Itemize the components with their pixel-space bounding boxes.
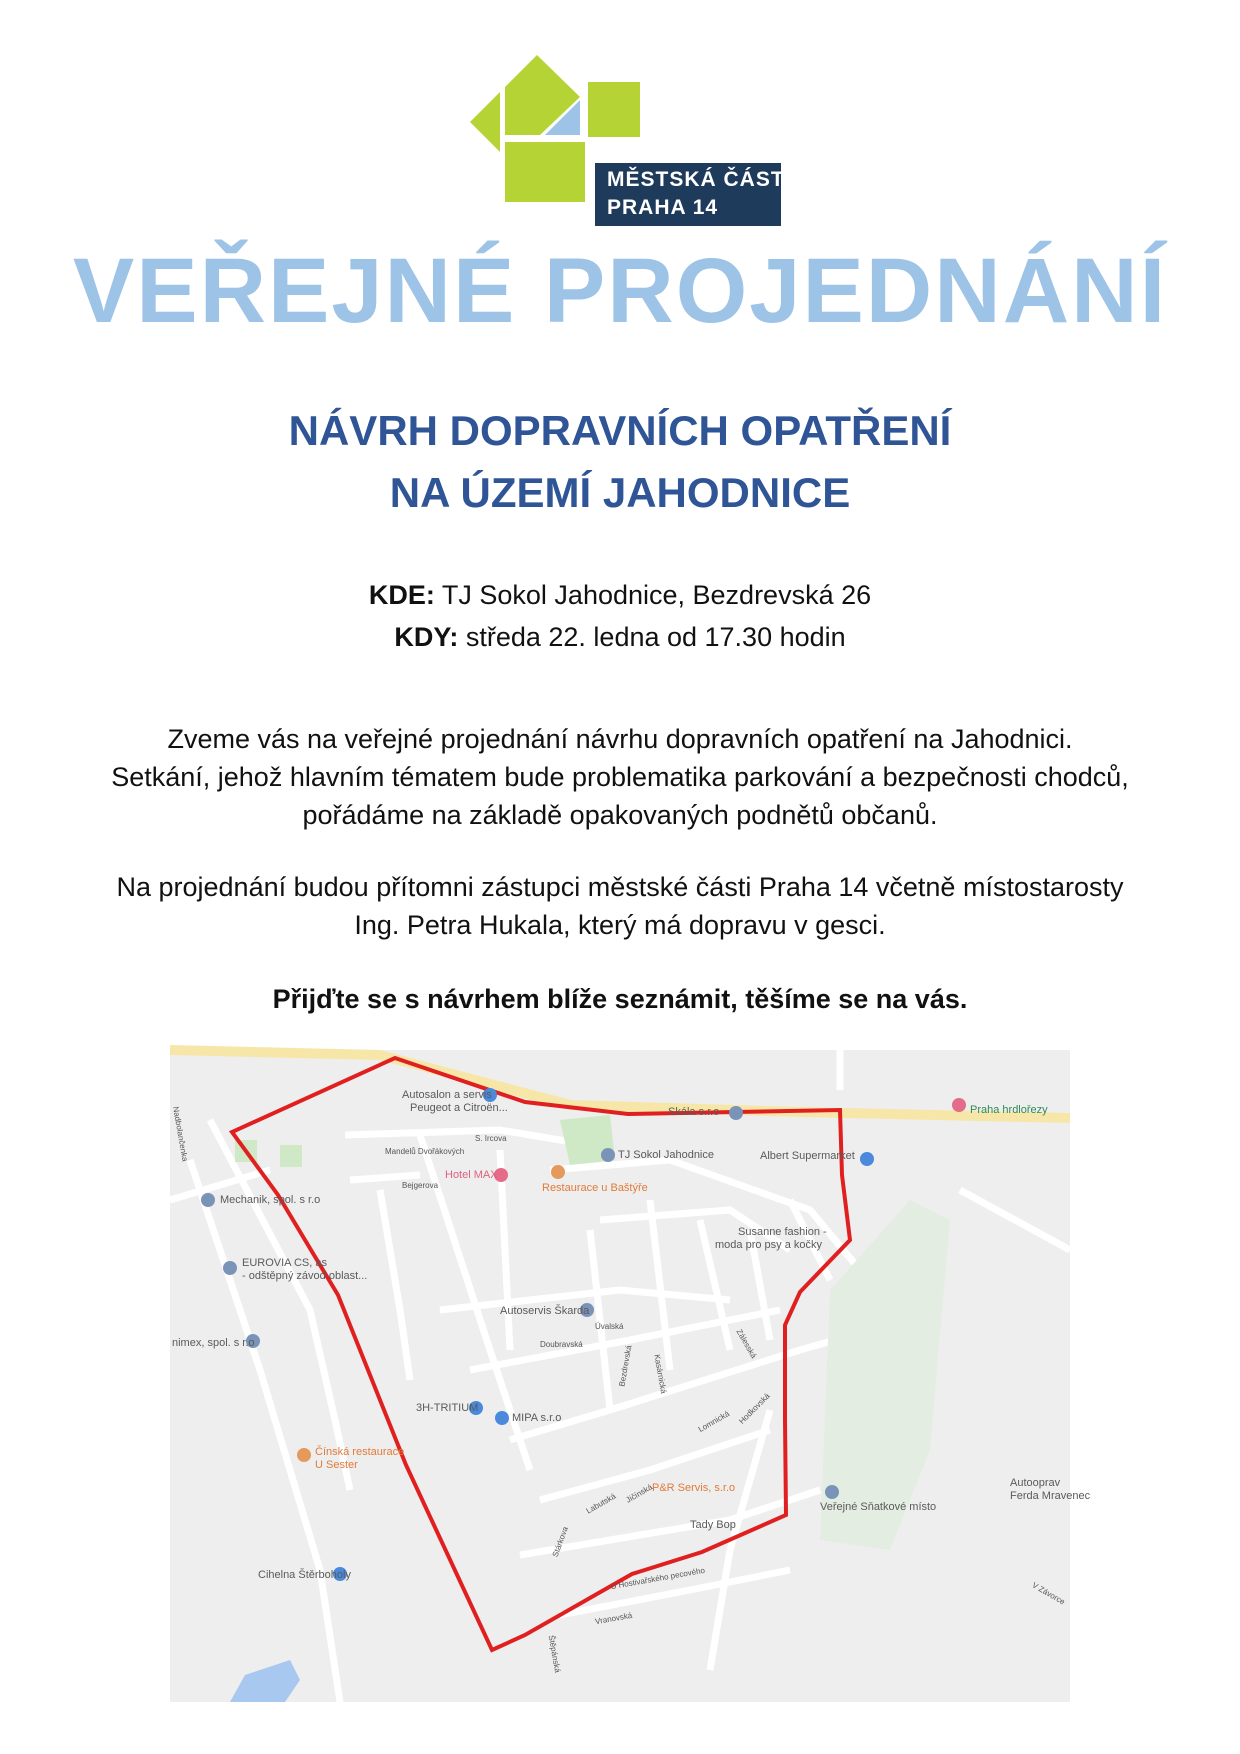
where-value: TJ Sokol Jahodnice, Bezdrevská 26 — [434, 580, 872, 610]
label-susanne-1: Susanne fashion - — [738, 1226, 827, 1238]
label-praha-hrdlorezy: Praha hrdlořezy — [970, 1104, 1048, 1116]
info-when — [0, 624, 1240, 651]
body-line4: Na projednání budou přítomni zástupci městské části Praha 14 včetně místostarosty — [116, 872, 1124, 902]
praha-hrdlorezy-pin — [952, 1098, 966, 1112]
street-label: S. Ircova — [475, 1134, 507, 1143]
main-title: VEŘEJNÉ PROJEDNÁNÍ — [72, 240, 1168, 342]
when-label: KDY: — [394, 622, 459, 652]
street-label: Mandelů Dvořákových — [385, 1147, 465, 1156]
albert-pin — [860, 1152, 874, 1166]
street-label: Stárkova — [550, 1525, 570, 1559]
label-cihelna: Cihelna Štěrboholy — [258, 1569, 351, 1581]
label-autoopravy-1: Autooprav — [1010, 1477, 1061, 1489]
label-albert: Albert Supermarket — [760, 1150, 855, 1162]
cinska-pin — [297, 1448, 311, 1462]
subtitle-line1: NÁVRH DOPRAVNÍCH OPATŘENÍ — [288, 407, 952, 454]
label-tady-bop: Tady Bop — [690, 1519, 736, 1531]
label-eurovia-2: - odštěpný závod oblast... — [242, 1270, 368, 1282]
info-where — [0, 582, 1240, 609]
verejne-pin — [825, 1485, 839, 1499]
label-restaurace: Restaurace u Baštýře — [542, 1182, 648, 1194]
street-label: Labutská — [584, 1491, 618, 1516]
area-map — [170, 1050, 1091, 1702]
skala-pin — [729, 1106, 743, 1120]
label-cinska-2: U Sester — [315, 1459, 358, 1471]
label-autoservis: Autoservis Škarda — [500, 1305, 590, 1317]
map-lake — [230, 1660, 300, 1702]
logo-green-square-right — [588, 82, 640, 137]
label-hotel: Hotel MAX — [445, 1169, 498, 1181]
label-mipa: MIPA s.r.o — [512, 1412, 562, 1424]
label-cinska-1: Čínská restaurace — [315, 1446, 405, 1458]
mipa-pin — [495, 1411, 509, 1425]
call-to-action: Přijďte se s návrhem blíže seznámit, těšíme se na vás. — [272, 984, 968, 1014]
label-nimex: nimex, spol. s r.o — [172, 1337, 255, 1349]
body-line2: Setkání, jehož hlavním tématem bude problematika parkování a bezpečnosti chodců, — [111, 762, 1129, 792]
street-label: Nadbolančenka — [171, 1105, 190, 1163]
map-main-road — [170, 1050, 1070, 1118]
mechanik-pin — [201, 1193, 215, 1207]
label-susanne-2: moda pro psy a kočky — [715, 1239, 822, 1251]
street-label: Štěpánská — [546, 1634, 563, 1674]
logo-text-line2: PRAHA 14 — [607, 196, 719, 219]
body-line5: Ing. Petra Hukala, který má dopravu v gesci. — [354, 910, 886, 940]
label-skala: Skála s.r.o — [668, 1106, 720, 1118]
eurovia-pin — [223, 1261, 237, 1275]
label-autosalon-2: Peugeot a Citroën... — [410, 1102, 508, 1114]
logo-green-triangle-left — [470, 92, 500, 152]
street-label: Vranovská — [594, 1610, 633, 1627]
street-label: Bejgerova — [402, 1181, 439, 1190]
label-pr-servis: P&R Servis, s.r.o — [652, 1482, 736, 1494]
map-park-2 — [280, 1145, 302, 1167]
where-label: KDE: — [368, 580, 435, 610]
restaurace-pin — [551, 1165, 565, 1179]
street-label: Zálesská — [734, 1327, 759, 1360]
street-label: Hodkovská — [737, 1391, 772, 1426]
street-label: Jičínská — [624, 1482, 654, 1505]
logo-green-square-bottom — [505, 142, 585, 202]
street-label: Úvalská — [595, 1322, 624, 1331]
body-line3: pořádáme na základě opakovaných podnětů občanů. — [302, 800, 938, 830]
street-label: Doubravská — [540, 1340, 583, 1349]
street-label: V Závorce — [1030, 1580, 1067, 1607]
body-line1: Zveme vás na veřejné projednání návrhu dopravních opatření na Jahodnici. — [167, 724, 1073, 754]
street-label: Lomnická — [696, 1409, 731, 1435]
street-label: Bezdrevská — [617, 1344, 634, 1388]
label-mechanik: Mechanik, spol. s r.o — [220, 1194, 321, 1206]
tj-sokol-pin — [601, 1148, 615, 1162]
label-autosalon-1: Autosalon a servis — [402, 1089, 492, 1101]
label-eurovia-1: EUROVIA CS, as — [242, 1257, 327, 1269]
label-tritium: 3H-TRITIUM — [416, 1402, 479, 1414]
street-label: Kasárnická — [652, 1353, 669, 1395]
street-label: U Hostivařského pecového — [609, 1565, 706, 1592]
subtitle-line2: NA ÚZEMÍ JAHODNICE — [389, 469, 851, 516]
logo-text-line1: MĚSTSKÁ ČÁST — [607, 168, 785, 191]
label-verejne: Veřejné Sňatkové místo — [820, 1501, 937, 1513]
when-value: středa 22. ledna od 17.30 hodin — [458, 622, 846, 652]
label-autoopravy-2: Ferda Mravenec — [1010, 1490, 1091, 1502]
label-tj-sokol: TJ Sokol Jahodnice — [618, 1149, 714, 1161]
